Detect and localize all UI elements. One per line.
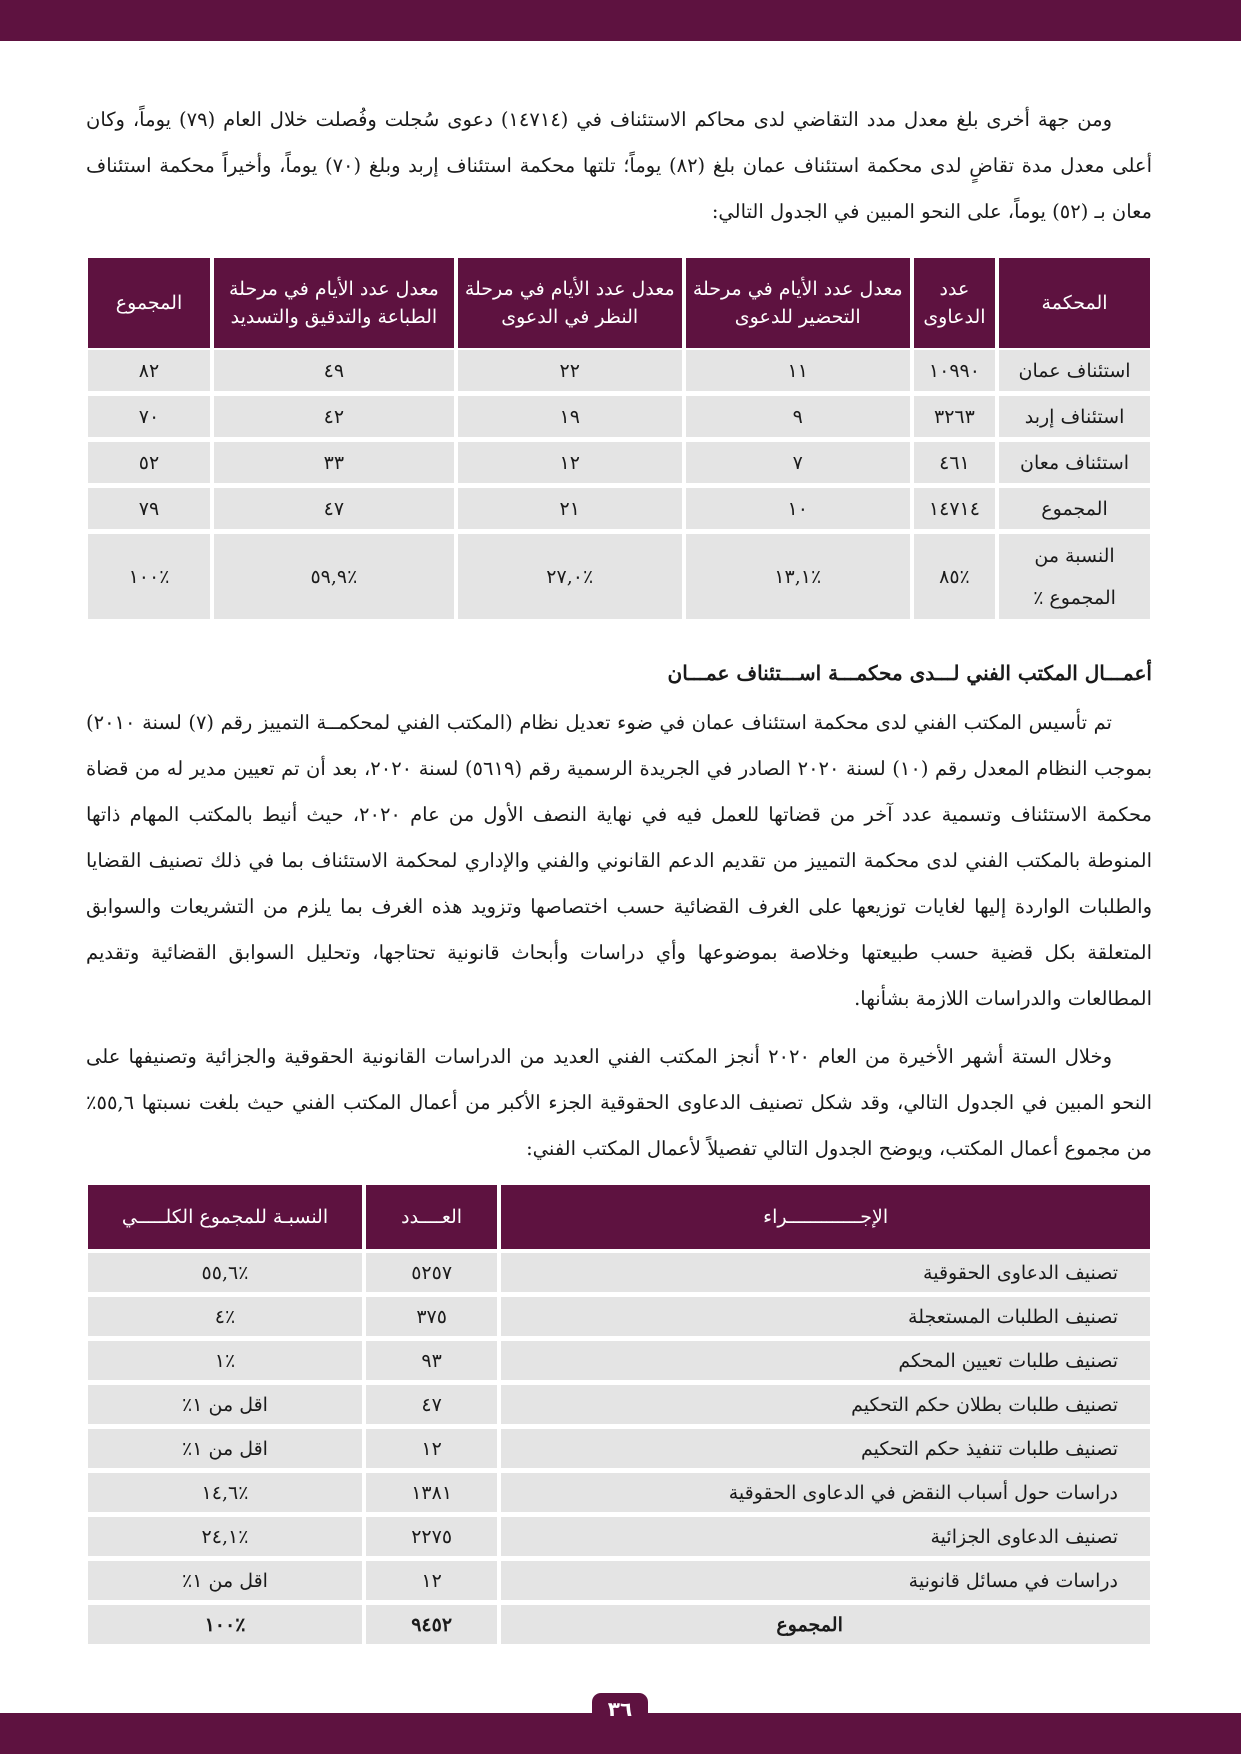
- procedure-cell: تصنيف الدعاوى الجزائية: [499, 1517, 1152, 1561]
- count-cell: ٤٧: [364, 1385, 499, 1429]
- table-row: [86, 1297, 1152, 1341]
- table-row: [86, 1517, 1152, 1561]
- prep-cell: ٪١٣,١: [684, 534, 912, 624]
- court-cell: النسبة من المجموع ٪: [997, 534, 1152, 624]
- paragraph-3: وخلال الستة أشهر الأخيرة من العام ٢٠٢٠ أنجز المكتب الفني العديد من الدراسات القانونية الحقوقية والجزائية وتصنيفها على النحو المبين في الجدول التالي، وقد شكل تصنيف الدعاوى الحقوقية الجزء الأكبر من أعمال المكتب الفني حيث بلغت نسبتها ٥٥,٦٪ من مجموع أعمال المكتب، ويوضح الجدول التالي تفصيلاً لأعمال المكتب الفني:: [86, 1045, 1152, 1160]
- durations-header-row: [86, 258, 1152, 350]
- ratio-cell: اقل من ١٪: [86, 1561, 364, 1605]
- total-cell: ٨٢: [86, 350, 212, 396]
- count-cell: ١٣٨١: [364, 1473, 499, 1517]
- total-cell: ٧٩: [86, 488, 212, 534]
- ratio-cell: اقل من ١٪: [86, 1429, 364, 1473]
- col-total-header: المجموع: [86, 258, 212, 350]
- table-row: [86, 1561, 1152, 1605]
- review-cell: ١٩: [456, 396, 684, 442]
- ratio-cell: اقل من ١٪: [86, 1385, 364, 1429]
- procedure-cell: تصنيف طلبات تنفيذ حكم التحكيم: [499, 1429, 1152, 1473]
- col-court-header: المحكمة: [997, 258, 1152, 350]
- print-cell: ٪٥٩,٩: [212, 534, 456, 624]
- table-row: [86, 1385, 1152, 1429]
- count-cell: ٣٧٥: [364, 1297, 499, 1341]
- ratio-cell: ٪٥٥,٦: [86, 1253, 364, 1297]
- section-heading: أعمـــال المكتب الفني لـــدى محكمـــة اســـتئناف عمـــان: [667, 661, 1152, 685]
- court-cell: استئناف إربد: [997, 396, 1152, 442]
- section-heading-wrap: [86, 658, 1152, 688]
- procedure-cell: تصنيف طلبات تعيين المحكم: [499, 1341, 1152, 1385]
- table-row: [86, 534, 1152, 624]
- prep-cell: ١١: [684, 350, 912, 396]
- procedure-cell: دراسات حول أسباب النقض في الدعاوى الحقوقية: [499, 1473, 1152, 1517]
- cases-cell: ١٤٧١٤: [912, 488, 997, 534]
- ratio-cell: ٪٤: [86, 1297, 364, 1341]
- ratio-cell: ٪٢٤,١: [86, 1517, 364, 1561]
- print-cell: ٤٩: [212, 350, 456, 396]
- cases-cell: ٣٢٦٣: [912, 396, 997, 442]
- top-banner: [0, 0, 1241, 41]
- col-count-header: العــــدد: [364, 1185, 499, 1253]
- prep-cell: ٩: [684, 396, 912, 442]
- total-row: [86, 1605, 1152, 1649]
- review-cell: ٢٢: [456, 350, 684, 396]
- procedure-cell: تصنيف الطلبات المستعجلة: [499, 1297, 1152, 1341]
- col-ratio-header: النسبـة للمجموع الكلـــــي: [86, 1185, 364, 1253]
- court-cell: المجموع: [997, 488, 1152, 534]
- print-cell: ٣٣: [212, 442, 456, 488]
- total-cell: ٪١٠٠: [86, 534, 212, 624]
- durations-table: [86, 258, 1152, 624]
- print-cell: ٤٧: [212, 488, 456, 534]
- table-row: [86, 488, 1152, 534]
- intro-paragraph: ومن جهة أخرى بلغ معدل مدد التقاضي لدى محاكم الاستئناف في (١٤٧١٤) دعوى سُجلت وفُصلت خلال العام (٧٩) يوماً، وكان أعلى معدل مدة تقاضٍ لدى محكمة استئناف عمان بلغ (٨٢) يوماً؛ تلتها محكمة استئناف إربد وبلغ (٧٠) يوماً، وأخيراً محكمة استئناف معان بـ (٥٢) يوماً، على النحو المبين في الجدول التالي:: [86, 108, 1152, 223]
- count-cell: ٩٣: [364, 1341, 499, 1385]
- review-cell: ٪٢٧,٠: [456, 534, 684, 624]
- total-cell: ٧٠: [86, 396, 212, 442]
- paragraph-2: تم تأسيس المكتب الفني لدى محكمة استئناف عمان في ضوء تعديل نظام (المكتب الفني لمحكمــة التمييز رقم (٧) لسنة ٢٠١٠) بموجب النظام المعدل رقم (١٠) لسنة ٢٠٢٠ الصادر في الجريدة الرسمية رقم (٥٦١٩) لسنة ٢٠٢٠، بعد أن تم تعيين مدير له من قضاة محكمة الاستئناف وتسمية عدد آخر من قضاتها للعمل فيه في نهاية النصف الأول من عام ٢٠٢٠، حيث أنيط بالمكتب المهام ذاتها المنوطة بالمكتب الفني لدى محكمة التمييز من تقديم الدعم القانوني والفني والإداري لمحكمة الاستئناف بما في ذلك تصنيف القضايا والطلبات الواردة إليها لغايات توزيعها على الغرف القضائية حسب اختصاصها وتزويد هذه الغرف بما يلزم من التشريعات والسوابق المتعلقة بكل قضية حسب طبيعتها وخلاصة بموضوعها وأي دراسات وأبحاث قانونية تحتاجها، وتحليل السوابق القضائية وتقديم المطالعات والدراسات اللازمة بشأنها.: [86, 711, 1153, 1010]
- col-cases-header: عدد الدعاوى: [912, 258, 997, 350]
- review-cell: ١٢: [456, 442, 684, 488]
- table-row: [86, 1473, 1152, 1517]
- procedure-cell: دراسات في مسائل قانونية: [499, 1561, 1152, 1605]
- table-row: [86, 396, 1152, 442]
- prep-cell: ٧: [684, 442, 912, 488]
- court-cell: استئناف عمان: [997, 350, 1152, 396]
- court-cell: استئناف معان: [997, 442, 1152, 488]
- count-cell: ١٢: [364, 1561, 499, 1605]
- office-work-table-wrap: [86, 1185, 1152, 1649]
- col-procedure-header: الإجـــــــــــــراء: [499, 1185, 1152, 1253]
- table-row: [86, 1341, 1152, 1385]
- table-row: [86, 1253, 1152, 1297]
- durations-table-wrap: [86, 258, 1152, 624]
- table-row: [86, 442, 1152, 488]
- paragraph-3-section: [86, 1034, 1152, 1172]
- cases-cell: ٤٦١: [912, 442, 997, 488]
- procedure-cell: تصنيف الدعاوى الحقوقية: [499, 1253, 1152, 1297]
- col-review-header: معدل عدد الأيام في مرحلة النظر في الدعوى: [456, 258, 684, 350]
- count-cell: ٢٢٧٥: [364, 1517, 499, 1561]
- office-work-header-row: [86, 1185, 1152, 1253]
- total-count-cell: ٩٤٥٢: [364, 1605, 499, 1649]
- table-row: [86, 1429, 1152, 1473]
- col-print-header: معدل عدد الأيام في مرحلة الطباعة والتدقيق والتسديد: [212, 258, 456, 350]
- print-cell: ٤٢: [212, 396, 456, 442]
- ratio-cell: ٪١: [86, 1341, 364, 1385]
- review-cell: ٢١: [456, 488, 684, 534]
- procedure-cell: تصنيف طلبات بطلان حكم التحكيم: [499, 1385, 1152, 1429]
- paragraph-2-section: [86, 700, 1152, 1022]
- intro-section: [86, 97, 1152, 235]
- cases-cell: ١٠٩٩٠: [912, 350, 997, 396]
- col-prep-header: معدل عدد الأيام في مرحلة التحضير للدعوى: [684, 258, 912, 350]
- office-work-table: [86, 1185, 1152, 1649]
- total-procedure-cell: المجموع: [499, 1605, 1152, 1649]
- prep-cell: ١٠: [684, 488, 912, 534]
- count-cell: ١٢: [364, 1429, 499, 1473]
- total-cell: ٥٢: [86, 442, 212, 488]
- table-row: [86, 350, 1152, 396]
- count-cell: ٥٢٥٧: [364, 1253, 499, 1297]
- total-ratio-cell: ٪١٠٠: [86, 1605, 364, 1649]
- page-number: ٣٦: [592, 1693, 648, 1727]
- cases-cell: ٪٨٥: [912, 534, 997, 624]
- ratio-cell: ٪١٤,٦: [86, 1473, 364, 1517]
